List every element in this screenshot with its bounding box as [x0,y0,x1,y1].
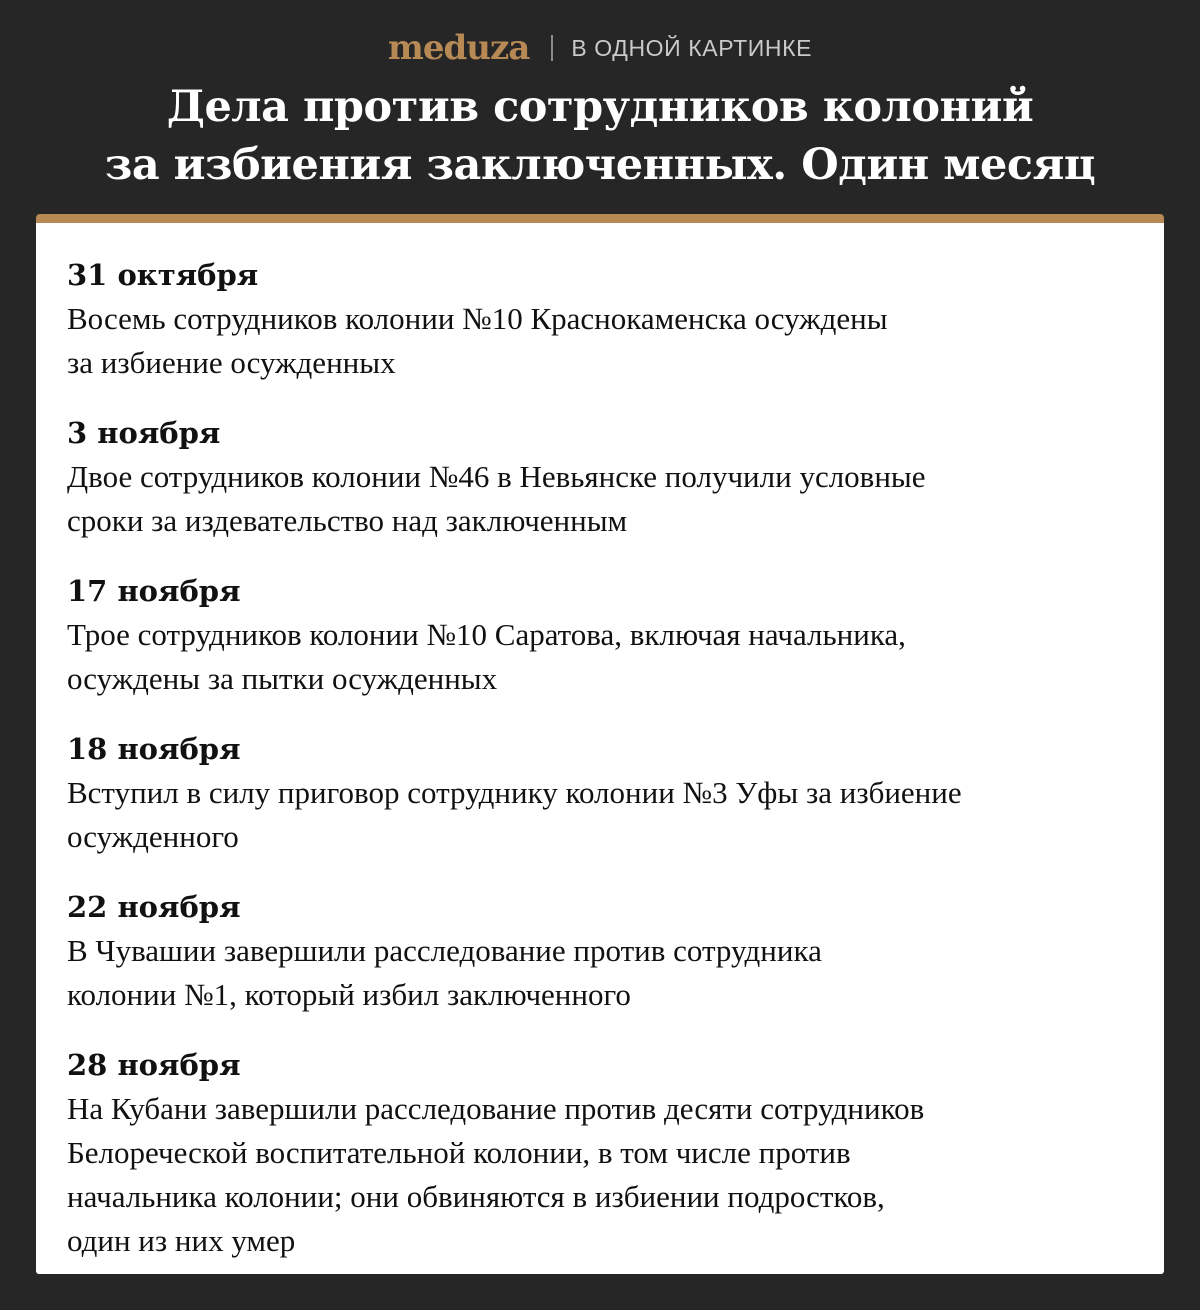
event-description [67,929,1133,1017]
event-text-line: На Кубани завершили расследование против десяти сотрудников [67,1091,925,1126]
event-text-line: за избиение осужденных [67,345,396,380]
events-card [36,214,1164,1274]
event-description [67,297,1133,385]
event-date: 22 ноября [67,890,241,924]
section-label: В ОДНОЙ КАРТИНКЕ [571,35,813,61]
event-text-line: Белореческой воспитательной колонии, в том числе против [67,1135,851,1170]
event-text-line: колонии №1, который избил заключенного [67,977,631,1012]
page-title [0,78,1200,194]
event-item [67,727,1133,859]
event-description [67,771,1133,859]
event-text-line: один из них умер [67,1223,296,1258]
event-item [67,569,1133,701]
event-date: 31 октября [67,258,259,292]
event-date: 28 ноября [67,1048,241,1082]
event-text-line: сроки за издевательство над заключенным [67,503,628,538]
event-text-line: начальника колонии; они обвиняются в избиении подростков, [67,1179,885,1214]
page-title-line: Дела против сотрудников колоний [166,82,1034,132]
event-text-line: Восемь сотрудников колонии №10 Краснокаменска осуждены [67,301,888,336]
event-text-line: Двое сотрудников колонии №46 в Невьянске получили условные [67,459,926,494]
event-text-line: Вступил в силу приговор сотруднику колонии №3 Уфы за избиение [67,775,962,810]
event-item [67,1043,1133,1263]
event-item [67,885,1133,1017]
event-date: 3 ноября [67,416,221,450]
event-date: 18 ноября [67,732,241,766]
brand-divider [551,35,553,61]
event-description [67,613,1133,701]
event-text-line: осужденного [67,819,239,854]
event-item [67,253,1133,385]
event-text-line: В Чувашии завершили расследование против сотрудника [67,933,822,968]
event-description [67,455,1133,543]
meduza-logo[interactable]: meduza [387,28,530,68]
event-item [67,411,1133,543]
event-text-line: осуждены за пытки осужденных [67,661,498,696]
event-text-line: Трое сотрудников колонии №10 Саратова, включая начальника, [67,617,906,652]
event-date: 17 ноября [67,574,241,608]
brand-row [0,26,1200,70]
page-title-line: за избиения заключенных. Один месяц [104,140,1096,190]
event-description [67,1087,1133,1263]
header [0,0,1200,214]
